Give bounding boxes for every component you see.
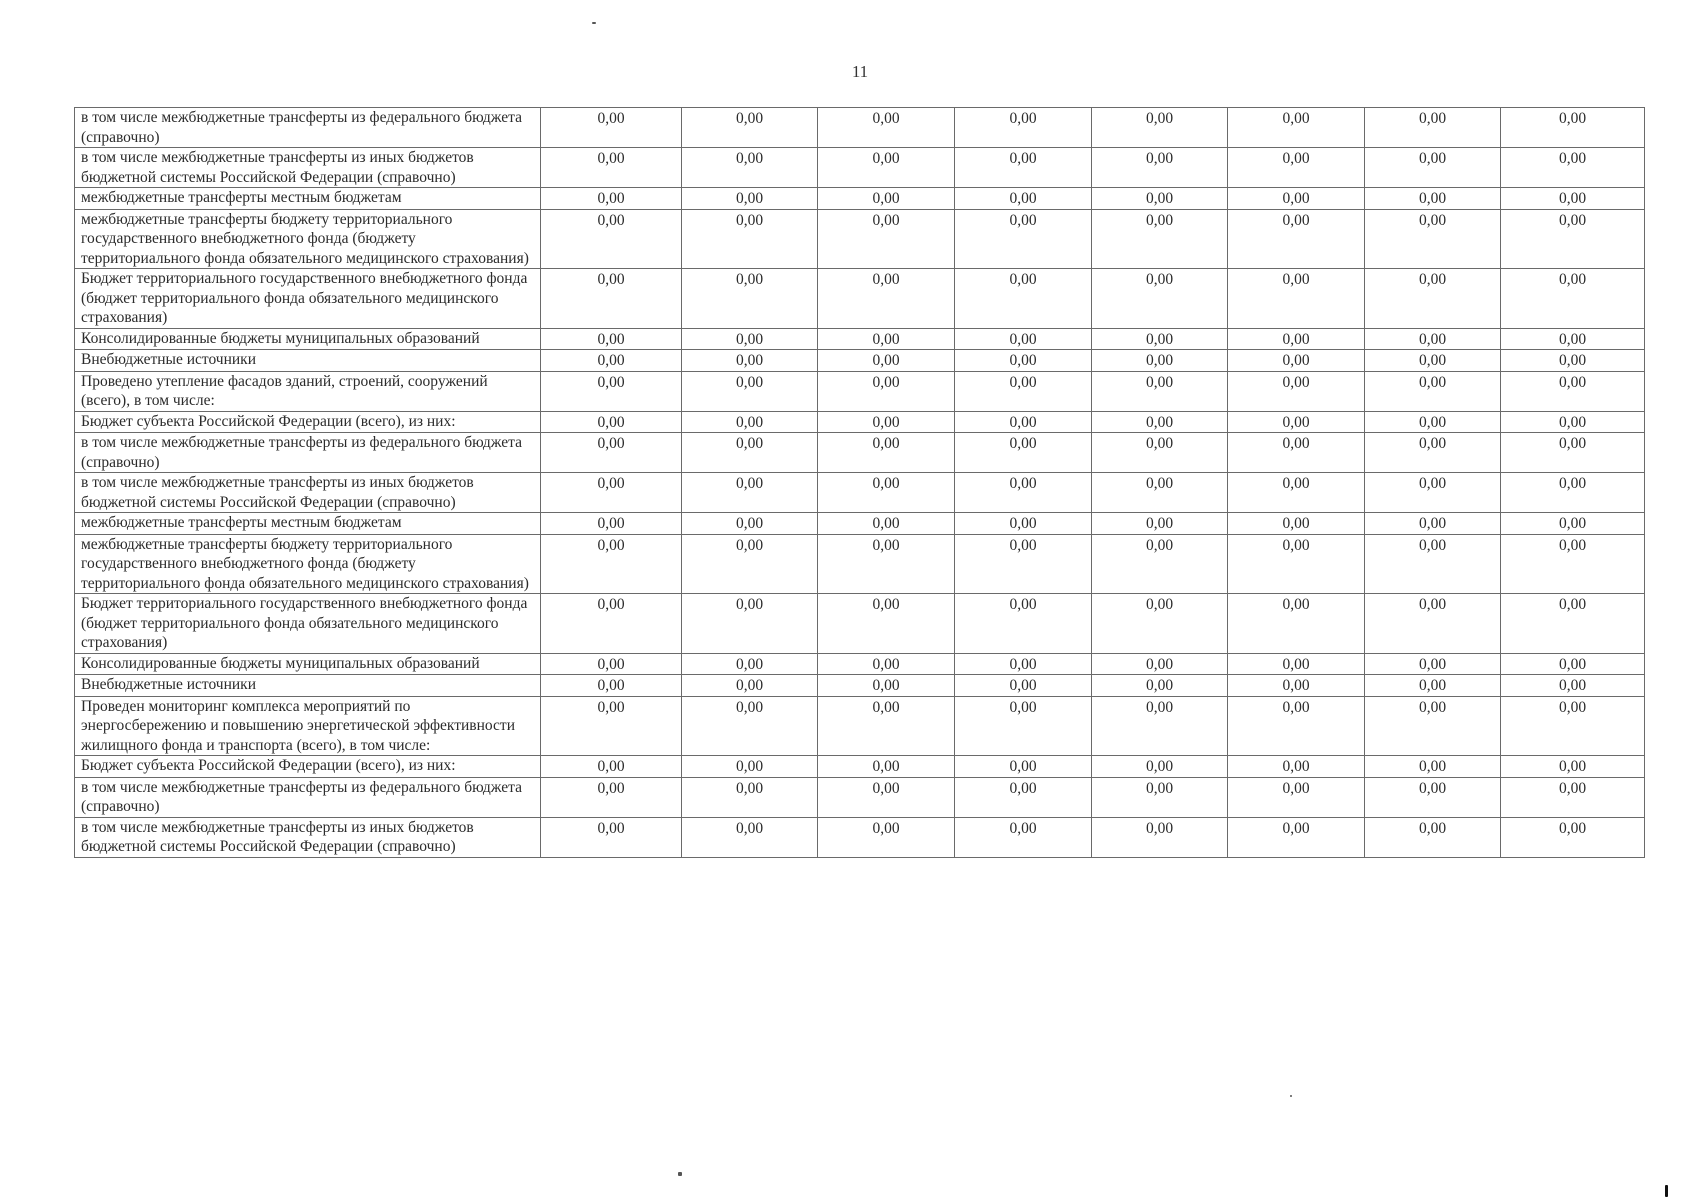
value-cell: 0,00	[1365, 148, 1501, 188]
value-cell: 0,00	[1501, 696, 1645, 756]
value-cell: 0,00	[1092, 411, 1228, 433]
value-cell: 0,00	[682, 328, 818, 350]
value-cell: 0,00	[1092, 756, 1228, 778]
value-cell: 0,00	[1228, 108, 1365, 148]
value-cell: 0,00	[541, 777, 682, 817]
table-row	[75, 371, 1645, 411]
row-label: межбюджетные трансферты бюджету территориального государственного внебюджетного фонда (бюджету территориального фонда обязательного медицинского страхования)	[75, 534, 541, 594]
value-cell: 0,00	[1365, 653, 1501, 675]
value-cell: 0,00	[1365, 188, 1501, 210]
value-cell: 0,00	[1365, 328, 1501, 350]
scan-speck	[1665, 1185, 1668, 1197]
value-cell: 0,00	[1228, 350, 1365, 372]
value-cell: 0,00	[682, 473, 818, 513]
value-cell: 0,00	[955, 756, 1092, 778]
value-cell: 0,00	[1228, 513, 1365, 535]
value-cell: 0,00	[541, 653, 682, 675]
value-cell: 0,00	[1092, 653, 1228, 675]
value-cell: 0,00	[1365, 675, 1501, 697]
value-cell: 0,00	[1092, 513, 1228, 535]
value-cell: 0,00	[1092, 696, 1228, 756]
value-cell: 0,00	[818, 350, 955, 372]
value-cell: 0,00	[682, 817, 818, 857]
value-cell: 0,00	[818, 188, 955, 210]
value-cell: 0,00	[1228, 534, 1365, 594]
value-cell: 0,00	[682, 269, 818, 329]
row-label: Проведен мониторинг комплекса мероприятий по энергосбережению и повышению энергетической эффективности жилищного фонда и транспорта (всего), в том числе:	[75, 696, 541, 756]
table-row	[75, 411, 1645, 433]
value-cell: 0,00	[1365, 371, 1501, 411]
row-label: в том числе межбюджетные трансферты из федерального бюджета (справочно)	[75, 433, 541, 473]
row-label: в том числе межбюджетные трансферты из иных бюджетов бюджетной системы Российской Федерации (справочно)	[75, 473, 541, 513]
value-cell: 0,00	[682, 675, 818, 697]
row-label: Проведено утепление фасадов зданий, строений, сооружений (всего), в том числе:	[75, 371, 541, 411]
value-cell: 0,00	[1501, 473, 1645, 513]
value-cell: 0,00	[541, 675, 682, 697]
row-label: межбюджетные трансферты местным бюджетам	[75, 188, 541, 210]
value-cell: 0,00	[1228, 653, 1365, 675]
value-cell: 0,00	[1501, 269, 1645, 329]
table-row	[75, 817, 1645, 857]
value-cell: 0,00	[682, 188, 818, 210]
value-cell: 0,00	[818, 817, 955, 857]
table-row	[75, 188, 1645, 210]
value-cell: 0,00	[682, 594, 818, 654]
value-cell: 0,00	[955, 817, 1092, 857]
row-label: межбюджетные трансферты местным бюджетам	[75, 513, 541, 535]
value-cell: 0,00	[682, 756, 818, 778]
table-row	[75, 209, 1645, 269]
value-cell: 0,00	[1228, 433, 1365, 473]
value-cell: 0,00	[1092, 209, 1228, 269]
row-label: Бюджет субъекта Российской Федерации (всего), из них:	[75, 756, 541, 778]
table-row	[75, 148, 1645, 188]
value-cell: 0,00	[818, 675, 955, 697]
value-cell: 0,00	[818, 756, 955, 778]
value-cell: 0,00	[1228, 371, 1365, 411]
value-cell: 0,00	[1501, 817, 1645, 857]
value-cell: 0,00	[1365, 108, 1501, 148]
value-cell: 0,00	[1092, 148, 1228, 188]
row-label: Внебюджетные источники	[75, 675, 541, 697]
row-label: Бюджет территориального государственного внебюджетного фонда (бюджет территориального фонда обязательного медицинского страхования)	[75, 594, 541, 654]
value-cell: 0,00	[1501, 350, 1645, 372]
table-row	[75, 328, 1645, 350]
table-row	[75, 350, 1645, 372]
value-cell: 0,00	[955, 371, 1092, 411]
value-cell: 0,00	[1365, 777, 1501, 817]
value-cell: 0,00	[541, 328, 682, 350]
value-cell: 0,00	[682, 513, 818, 535]
table-row	[75, 696, 1645, 756]
value-cell: 0,00	[818, 513, 955, 535]
value-cell: 0,00	[955, 350, 1092, 372]
value-cell: 0,00	[541, 696, 682, 756]
value-cell: 0,00	[682, 371, 818, 411]
value-cell: 0,00	[682, 209, 818, 269]
table-row	[75, 653, 1645, 675]
value-cell: 0,00	[541, 411, 682, 433]
value-cell: 0,00	[1092, 473, 1228, 513]
value-cell: 0,00	[955, 108, 1092, 148]
value-cell: 0,00	[955, 777, 1092, 817]
value-cell: 0,00	[1365, 350, 1501, 372]
value-cell: 0,00	[955, 188, 1092, 210]
value-cell: 0,00	[1228, 756, 1365, 778]
scan-speck	[1290, 1095, 1292, 1097]
value-cell: 0,00	[955, 675, 1092, 697]
row-label: в том числе межбюджетные трансферты из федерального бюджета (справочно)	[75, 108, 541, 148]
value-cell: 0,00	[1228, 188, 1365, 210]
value-cell: 0,00	[818, 328, 955, 350]
value-cell: 0,00	[541, 350, 682, 372]
value-cell: 0,00	[1092, 269, 1228, 329]
value-cell: 0,00	[682, 108, 818, 148]
value-cell: 0,00	[1092, 534, 1228, 594]
table-row	[75, 108, 1645, 148]
value-cell: 0,00	[1228, 411, 1365, 433]
value-cell: 0,00	[1365, 594, 1501, 654]
value-cell: 0,00	[541, 594, 682, 654]
value-cell: 0,00	[1092, 328, 1228, 350]
value-cell: 0,00	[1228, 696, 1365, 756]
table-row	[75, 269, 1645, 329]
value-cell: 0,00	[955, 411, 1092, 433]
row-label: в том числе межбюджетные трансферты из федерального бюджета (справочно)	[75, 777, 541, 817]
value-cell: 0,00	[1228, 328, 1365, 350]
value-cell: 0,00	[1501, 411, 1645, 433]
table-row	[75, 513, 1645, 535]
row-label: Консолидированные бюджеты муниципальных образований	[75, 653, 541, 675]
value-cell: 0,00	[1365, 473, 1501, 513]
value-cell: 0,00	[1501, 371, 1645, 411]
value-cell: 0,00	[1501, 108, 1645, 148]
value-cell: 0,00	[818, 108, 955, 148]
row-label: в том числе межбюджетные трансферты из иных бюджетов бюджетной системы Российской Федерации (справочно)	[75, 817, 541, 857]
value-cell: 0,00	[955, 696, 1092, 756]
value-cell: 0,00	[1092, 108, 1228, 148]
value-cell: 0,00	[1228, 269, 1365, 329]
value-cell: 0,00	[955, 653, 1092, 675]
value-cell: 0,00	[818, 411, 955, 433]
value-cell: 0,00	[818, 148, 955, 188]
value-cell: 0,00	[1092, 188, 1228, 210]
row-label: в том числе межбюджетные трансферты из иных бюджетов бюджетной системы Российской Федерации (справочно)	[75, 148, 541, 188]
value-cell: 0,00	[1365, 513, 1501, 535]
value-cell: 0,00	[955, 534, 1092, 594]
value-cell: 0,00	[682, 350, 818, 372]
value-cell: 0,00	[541, 188, 682, 210]
value-cell: 0,00	[955, 209, 1092, 269]
table-row	[75, 594, 1645, 654]
value-cell: 0,00	[1092, 817, 1228, 857]
table-row	[75, 433, 1645, 473]
value-cell: 0,00	[1365, 411, 1501, 433]
value-cell: 0,00	[955, 269, 1092, 329]
value-cell: 0,00	[541, 433, 682, 473]
value-cell: 0,00	[541, 473, 682, 513]
value-cell: 0,00	[818, 473, 955, 513]
row-label: Внебюджетные источники	[75, 350, 541, 372]
value-cell: 0,00	[1501, 653, 1645, 675]
value-cell: 0,00	[955, 433, 1092, 473]
value-cell: 0,00	[955, 594, 1092, 654]
value-cell: 0,00	[682, 653, 818, 675]
row-label: межбюджетные трансферты бюджету территориального государственного внебюджетного фонда (бюджету территориального фонда обязательного медицинского страхования)	[75, 209, 541, 269]
value-cell: 0,00	[1228, 777, 1365, 817]
table-row	[75, 756, 1645, 778]
row-label: Консолидированные бюджеты муниципальных образований	[75, 328, 541, 350]
value-cell: 0,00	[1228, 594, 1365, 654]
value-cell: 0,00	[541, 756, 682, 778]
value-cell: 0,00	[541, 534, 682, 594]
value-cell: 0,00	[1501, 534, 1645, 594]
value-cell: 0,00	[682, 411, 818, 433]
value-cell: 0,00	[682, 696, 818, 756]
value-cell: 0,00	[682, 148, 818, 188]
value-cell: 0,00	[1365, 209, 1501, 269]
value-cell: 0,00	[682, 534, 818, 594]
value-cell: 0,00	[818, 269, 955, 329]
table-row	[75, 675, 1645, 697]
value-cell: 0,00	[1092, 350, 1228, 372]
value-cell: 0,00	[682, 777, 818, 817]
row-label: Бюджет субъекта Российской Федерации (всего), из них:	[75, 411, 541, 433]
value-cell: 0,00	[541, 371, 682, 411]
value-cell: 0,00	[541, 209, 682, 269]
value-cell: 0,00	[1228, 209, 1365, 269]
value-cell: 0,00	[1501, 188, 1645, 210]
value-cell: 0,00	[1365, 269, 1501, 329]
value-cell: 0,00	[1365, 756, 1501, 778]
value-cell: 0,00	[1365, 433, 1501, 473]
scan-speck	[678, 1172, 682, 1176]
value-cell: 0,00	[1501, 328, 1645, 350]
value-cell: 0,00	[1228, 675, 1365, 697]
value-cell: 0,00	[541, 817, 682, 857]
value-cell: 0,00	[541, 148, 682, 188]
value-cell: 0,00	[1501, 433, 1645, 473]
row-label: Бюджет территориального государственного внебюджетного фонда (бюджет территориального фонда обязательного медицинского страхования)	[75, 269, 541, 329]
value-cell: 0,00	[541, 269, 682, 329]
value-cell: 0,00	[1365, 817, 1501, 857]
value-cell: 0,00	[1365, 696, 1501, 756]
value-cell: 0,00	[1501, 513, 1645, 535]
value-cell: 0,00	[1501, 148, 1645, 188]
value-cell: 0,00	[818, 653, 955, 675]
table-row	[75, 777, 1645, 817]
value-cell: 0,00	[1228, 148, 1365, 188]
value-cell: 0,00	[1228, 817, 1365, 857]
page-number: 11	[851, 62, 869, 81]
value-cell: 0,00	[1092, 777, 1228, 817]
value-cell: 0,00	[818, 594, 955, 654]
value-cell: 0,00	[1092, 594, 1228, 654]
value-cell: 0,00	[1228, 473, 1365, 513]
value-cell: 0,00	[541, 513, 682, 535]
table-row	[75, 534, 1645, 594]
value-cell: 0,00	[1501, 675, 1645, 697]
value-cell: 0,00	[1092, 433, 1228, 473]
value-cell: 0,00	[1092, 675, 1228, 697]
value-cell: 0,00	[1501, 777, 1645, 817]
budget-table	[74, 107, 1645, 858]
value-cell: 0,00	[955, 148, 1092, 188]
table-row	[75, 473, 1645, 513]
budget-table-body	[75, 108, 1645, 858]
value-cell: 0,00	[1501, 209, 1645, 269]
value-cell: 0,00	[682, 433, 818, 473]
value-cell: 0,00	[955, 328, 1092, 350]
value-cell: 0,00	[818, 777, 955, 817]
value-cell: 0,00	[818, 371, 955, 411]
value-cell: 0,00	[818, 696, 955, 756]
value-cell: 0,00	[818, 209, 955, 269]
value-cell: 0,00	[1501, 594, 1645, 654]
value-cell: 0,00	[818, 534, 955, 594]
value-cell: 0,00	[955, 513, 1092, 535]
value-cell: 0,00	[1501, 756, 1645, 778]
value-cell: 0,00	[541, 108, 682, 148]
value-cell: 0,00	[1092, 371, 1228, 411]
value-cell: 0,00	[955, 473, 1092, 513]
value-cell: 0,00	[818, 433, 955, 473]
value-cell: 0,00	[1365, 534, 1501, 594]
scan-speck	[592, 22, 596, 24]
